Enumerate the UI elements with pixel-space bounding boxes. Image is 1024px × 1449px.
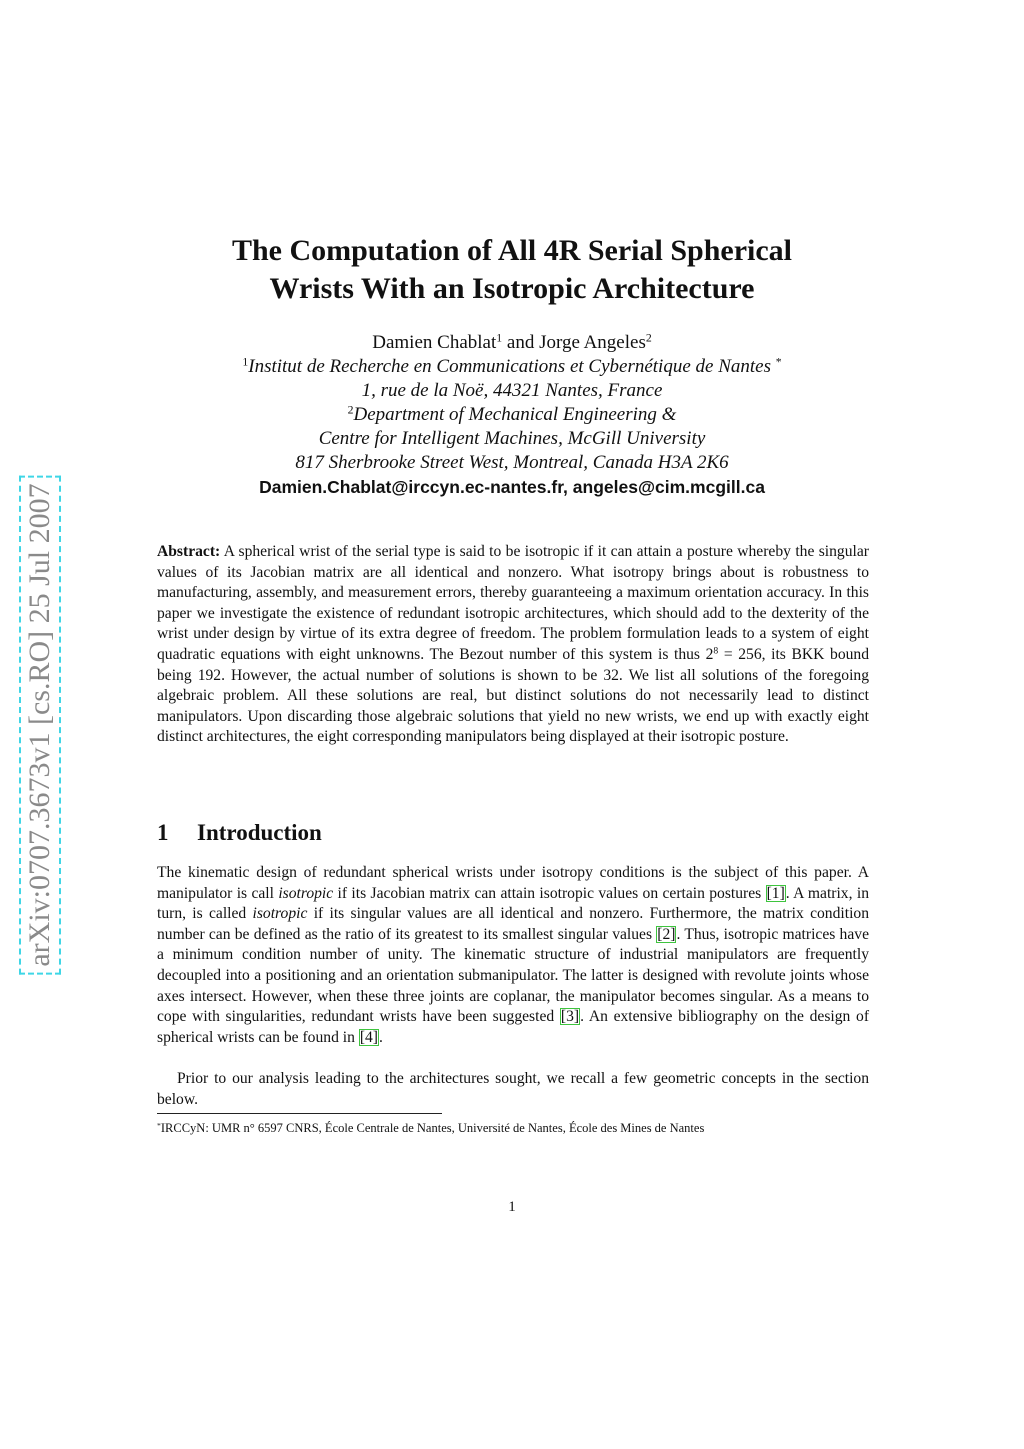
intro-text: . (379, 1028, 383, 1046)
footnote-rule (157, 1113, 442, 1114)
author-connector: and (506, 332, 535, 353)
emphasis-isotropic: isotropic (278, 884, 334, 902)
intro-text: if its singular values are all identical and nonzero. Furthermore, the matrix condition number can be defined as the ratio of its greatest to its smallest singular values (157, 905, 869, 943)
affiliation-line-4: Centre for Intelligent Machines, McGill University (318, 428, 706, 449)
intro-text: if its Jacobian matrix can attain isotropic values on certain postures (333, 884, 766, 902)
page-number: 1 (508, 1199, 516, 1215)
title-line-2: Wrists With an Isotropic Architecture (269, 272, 755, 305)
affiliation-line-2: 1, rue de la Noë, 44321 Nantes, France (361, 380, 663, 401)
affiliation-line-5: 817 Sherbrooke Street West, Montreal, Canada H3A 2K6 (295, 452, 729, 473)
abstract-text-2: = 256, its BKK bound being 192. However, the actual number of solutions is shown to be 32. We list all solutions of the foregoing algebraic problem. All these solutions are real, but distinct solutions do not necessarily lead to distinct manipulators. Upon discarding those algebraic solutions that yield no new wrists, we end up with exactly eight distinct architectures, the eight corresponding manipulators being displayed at their isotropic posture. (157, 645, 870, 746)
intro-paragraph-1 (157, 863, 869, 1048)
title-line-1: The Computation of All 4R Serial Spherical (231, 234, 793, 267)
footnote-mark: * (157, 1120, 161, 1130)
citation-link-2[interactable]: [2] (657, 925, 676, 943)
affiliation-3-text: Department of Mechanical Engineering & (353, 404, 677, 425)
abstract-label: Abstract: (157, 543, 221, 560)
authors (150, 331, 874, 355)
footnote (157, 1120, 869, 1136)
affiliation-1-text: Institut de Recherche en Communications et Cybernétique de Nantes (248, 356, 771, 377)
section-number: 1 (157, 820, 169, 845)
affiliation-line-3 (150, 403, 874, 427)
affiliation-line-1 (150, 355, 874, 379)
intro-text: The kinematic design of redundant spherical wrists under isotropy conditions is the subject of this paper. A manipulator is call (157, 864, 869, 902)
citation-link-3[interactable]: [3] (560, 1008, 580, 1026)
author-emails: Damien.Chablat@irccyn.ec-nantes.fr, angeles@cim.mcgill.ca (259, 477, 765, 497)
citation-link-4[interactable]: [4] (359, 1028, 378, 1046)
affiliation-footnote-mark: * (775, 355, 782, 369)
abstract-text-1: A spherical wrist of the serial type is said to be isotropic if it can attain a posture whereby the singular values of its Jacobian matrix are all identical and nonzero. What isotropy brings about is robustness to manufacturing, assembly, and measurement errors, thereby guaranteeing a maximum orientation accuracy. In this paper we investigate the existence of redundant isotropic architectures, which should add to the dexterity of the wrist under design by virtue of its extra degree of freedom. The problem formulation leads to a system of eight quadratic equations with eight unknowns. The Bezout number of this system is thus 2 (157, 543, 869, 663)
intro-paragraph-2: Prior to our analysis leading to the architectures sought, we recall a few geometric concepts in the section below. (157, 1070, 869, 1108)
affiliation-2-mark: 2 (347, 403, 354, 417)
emphasis-isotropic: isotropic (252, 905, 308, 923)
citation-link-1[interactable]: [1] (766, 884, 785, 902)
affiliation-1-mark: 1 (242, 355, 249, 369)
section-heading (157, 818, 322, 848)
arxiv-stamp-text: arXiv:0707.3673v1 [cs.RO] 25 Jul 2007 (19, 475, 61, 974)
footnote-text: IRCCyN: UMR n° 6597 CNRS, École Centrale de Nantes, Université de Nantes, École des Mines de Nantes (160, 1121, 705, 1135)
abstract-exponent: 8 (713, 645, 719, 657)
paper-title (150, 232, 874, 308)
author-1-mark: 1 (496, 331, 503, 345)
section-title: Introduction (197, 820, 322, 845)
author-1: Damien Chablat (372, 332, 497, 353)
intro-text: . An extensive bibliography on the design of spherical wrists can be found in (157, 1008, 870, 1046)
abstract (157, 542, 869, 748)
intro-text: . A matrix, in turn, is called (157, 884, 869, 923)
intro-text: . Thus, isotropic matrices have a minimum condition number of unity. The kinematic structure of industrial manipulators are frequently decoupled into a positioning and an orientation submanipulator. The latter is designed with revolute joints whose axes intersect. However, when these three joints are coplanar, the manipulator becomes singular. As a means to cope with singularities, redundant wrists have been suggested (157, 925, 869, 1026)
author-2: Jorge Angeles (539, 332, 646, 353)
author-2-mark: 2 (645, 331, 652, 345)
